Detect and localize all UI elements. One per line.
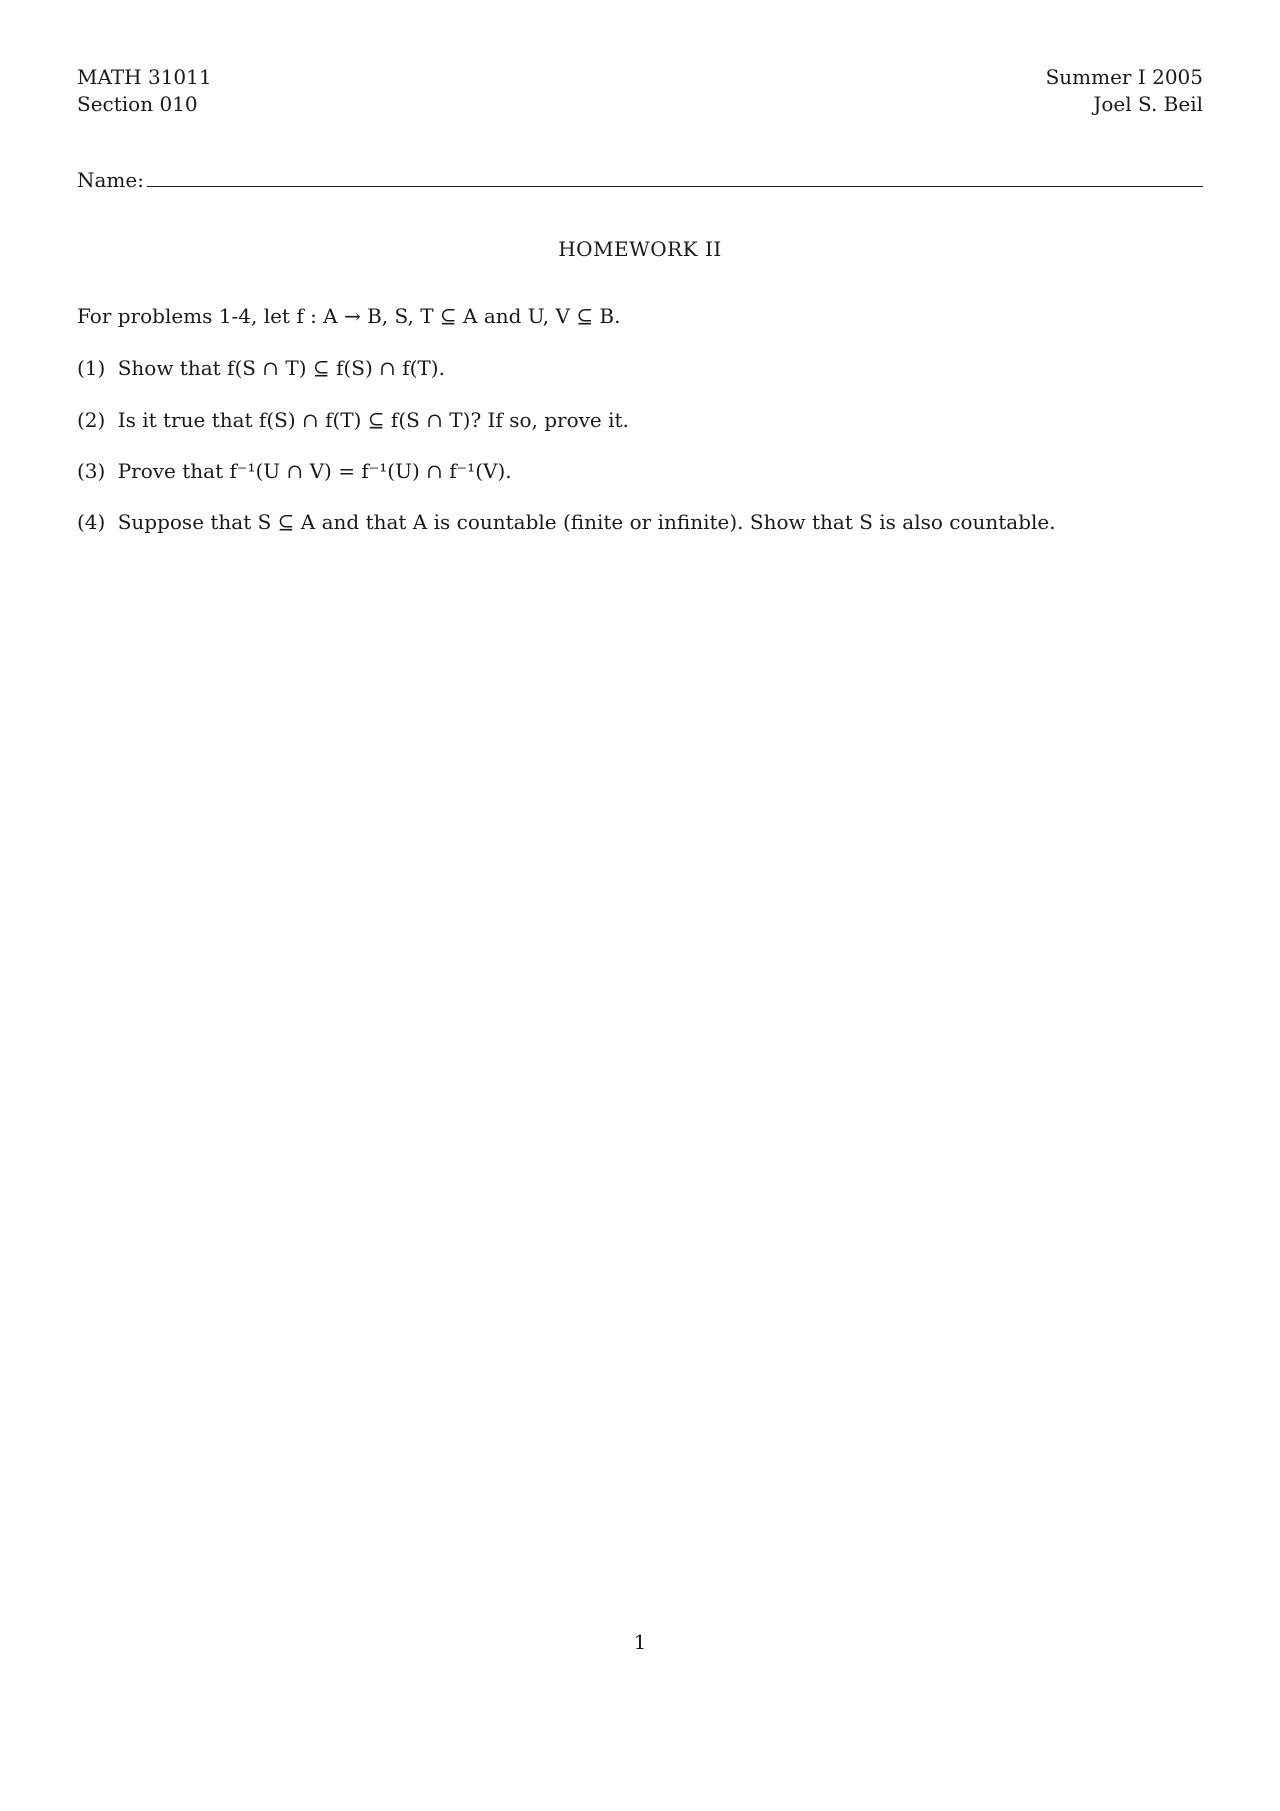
header-right bbox=[1046, 64, 1203, 118]
page-title: HOMEWORK II bbox=[558, 237, 722, 261]
name-field bbox=[77, 168, 1203, 194]
problem-text: Is it true that f(S) ∩ f(T) ⊆ f(S ∩ T)? If so, prove it. bbox=[117, 408, 629, 432]
page-number: 1 bbox=[633, 1630, 647, 1654]
problem-number: (2) bbox=[77, 408, 106, 432]
problem-1 bbox=[77, 356, 445, 380]
name-underline bbox=[147, 186, 1203, 187]
header-left bbox=[77, 64, 212, 118]
course-section: Section 010 bbox=[77, 92, 198, 116]
term: Summer I 2005 bbox=[1045, 65, 1203, 89]
problem-text: Show that f(S ∩ T) ⊆ f(S) ∩ f(T). bbox=[117, 356, 445, 380]
problem-number: (1) bbox=[77, 356, 106, 380]
problem-3 bbox=[77, 459, 512, 483]
problem-number: (4) bbox=[77, 510, 106, 534]
problem-text: Suppose that S ⊆ A and that A is countable (finite or infinite). Show that S is also countable. bbox=[117, 510, 1056, 534]
name-label: Name: bbox=[77, 168, 144, 192]
course-code: MATH 31011 bbox=[77, 65, 212, 89]
problem-text: Prove that f⁻¹(U ∩ V) = f⁻¹(U) ∩ f⁻¹(V). bbox=[117, 459, 512, 483]
problems-intro: For problems 1-4, let f : A → B, S, T ⊆ A and U, V ⊆ B. bbox=[77, 304, 621, 328]
problem-2 bbox=[77, 408, 629, 432]
problem-number: (3) bbox=[77, 459, 106, 483]
problem-4 bbox=[77, 510, 1056, 534]
instructor: Joel S. Beil bbox=[1093, 92, 1203, 116]
